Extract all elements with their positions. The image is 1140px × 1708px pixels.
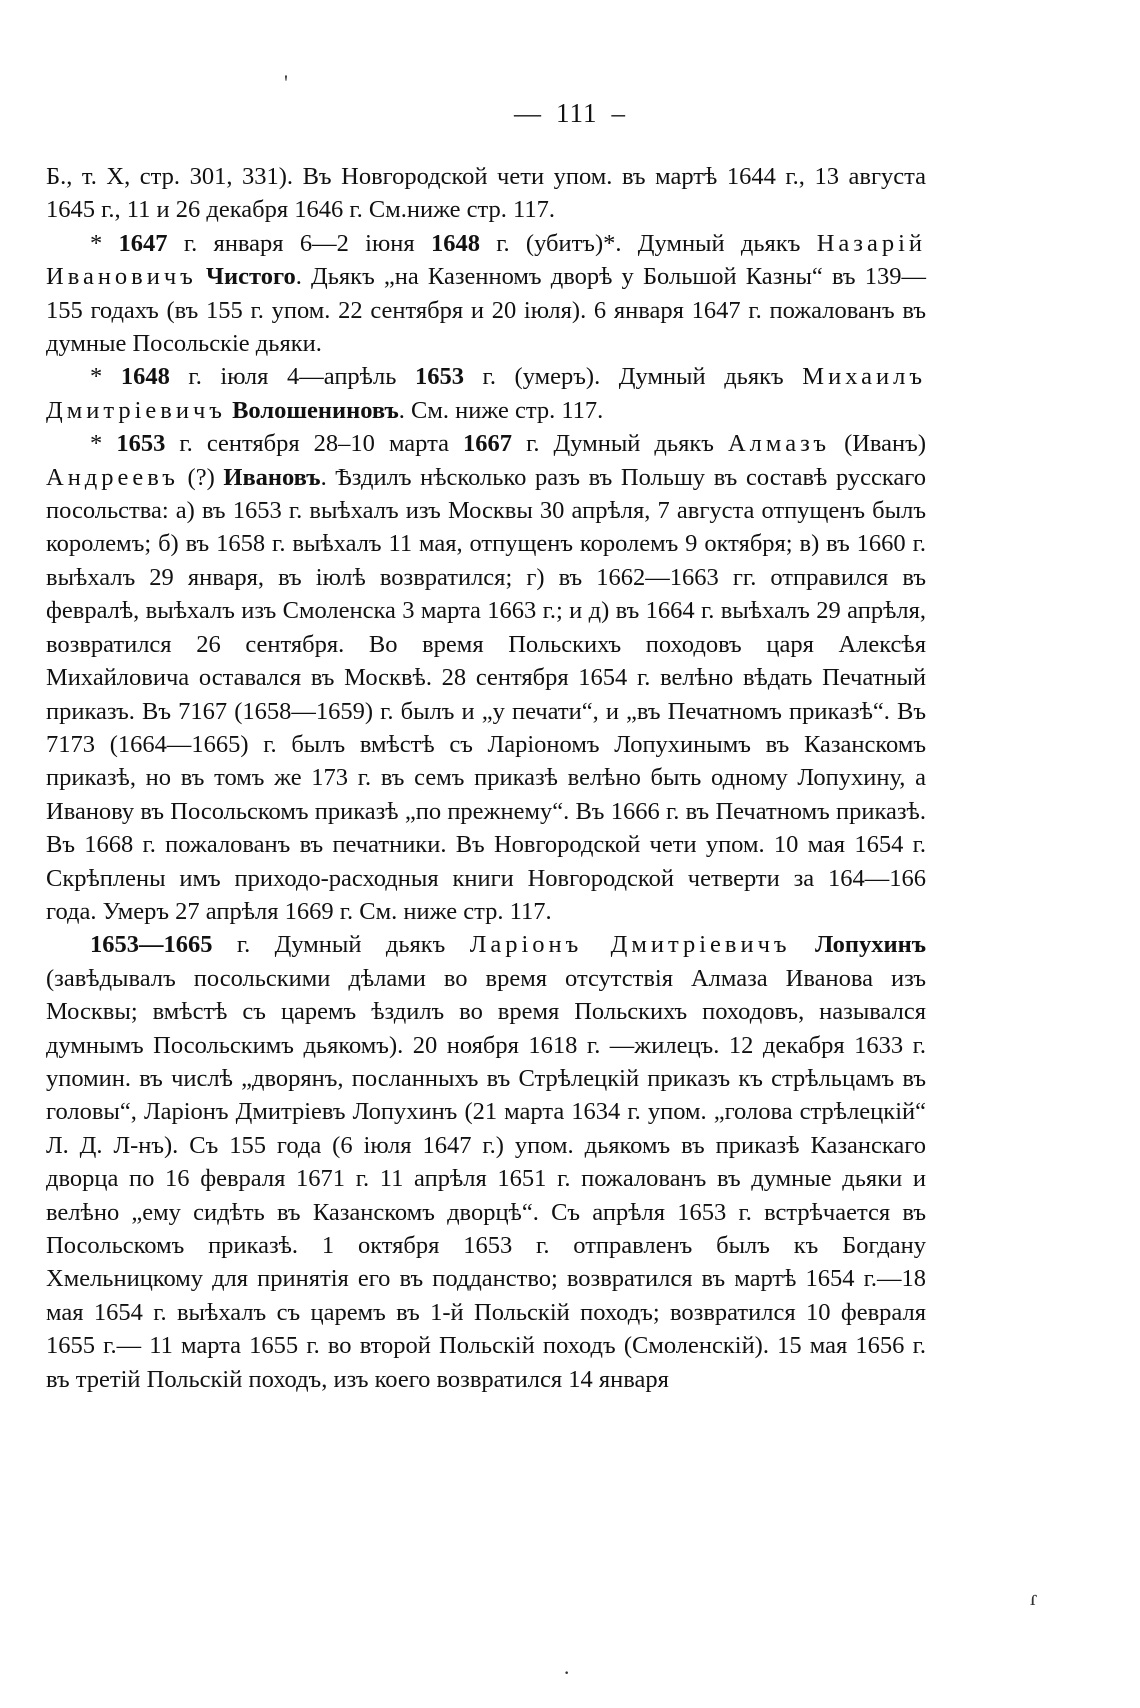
- entry-surname: Лопухинъ: [814, 931, 927, 959]
- entry-date-range: 1653—1665: [90, 931, 213, 959]
- entry-text: г. сентября 28–10 марта: [165, 430, 464, 458]
- stray-dot: ·: [563, 1660, 571, 1685]
- entry-star: *: [90, 430, 117, 458]
- entry-name: Назарій Ивановичъ: [46, 229, 926, 291]
- entry-text: [791, 931, 815, 958]
- entry-text: г. іюля 4—апрѣль: [169, 363, 415, 391]
- entry-text: г. Думный дьякъ: [512, 430, 728, 458]
- page-body: [46, 160, 926, 1396]
- entry-patronymic: Андреевъ: [46, 463, 179, 491]
- entry-star: *: [90, 363, 121, 391]
- entry-star: *: [90, 229, 119, 257]
- paragraph-continuation: [46, 160, 926, 227]
- entry-lopukhin: [46, 928, 926, 1396]
- entry-text: г. (убитъ)*. Думный дьякъ: [479, 229, 817, 257]
- entry-text: . Ѣздилъ нѣсколько разъ въ Польшу въ составѣ русскаго посольства: а) въ 1653 г. выѣхалъ изъ Москвы 30 апрѣля, 7 августа отпущенъ былъ королемъ; б) въ 1658 г. выѣхалъ 11 мая, отпущенъ королемъ 9 октября; в) въ 1660 г. выѣхалъ 29 января, въ іюлѣ возвратился; г) въ 1662—1663 гг. отправился въ февралѣ, выѣхалъ изъ Смоленска 3 марта 1663 г.; и д) въ 1664 г. выѣхалъ 29 апрѣля, возвратился 26 сентября. Во время Польскихъ походовъ царя Алексѣя Михайловича оставался въ Москвѣ. 28 сентября 1654 г. велѣно вѣдать Печатный приказъ. Въ 7167 (1658—1659) г. былъ и „у печати“, и „въ Печатномъ приказѣ“. Въ 7173 (1664—1665) г. былъ вмѣстѣ съ Ларіономъ Лопухинымъ въ Казанскомъ приказѣ, но въ томъ же 173 г. въ семъ приказѣ велѣно быть одному Лопухину, а Иванову въ Посольскомъ приказѣ „по прежнему“. Въ 1666 г. въ Печатномъ приказѣ. Въ 1668 г. пожалованъ въ печатники. Въ Новгородской чети упом. 10 мая 1654 г. Скрѣплены имъ приходо-расходныя книги Новгородской четверти за 164—166 года. Умеръ 27 апрѣля 1669 г. См. ниже стр. 117.: [46, 463, 926, 925]
- entry-text: (?): [178, 463, 224, 491]
- margin-mark: ɾ: [1030, 1585, 1038, 1610]
- page-number-value: 111: [556, 98, 598, 128]
- entry-date-end: 1648: [430, 229, 480, 257]
- entry-text: (завѣдывалъ посольскими дѣлами во время отсутствія Алмаза Иванова изъ Москвы; вмѣстѣ съ царемъ ѣздилъ во время Польскихъ походовъ, назывался думнымъ Посольскимъ дьякомъ). 20 ноября 1618 г. —жилецъ. 12 декабря 1633 г. упомин. въ числѣ „дворянъ, посланныхъ въ Стрѣлецкій приказъ къ стрѣльцамъ въ головы“, Ларіонъ Дмитріевъ Лопухинъ (21 марта 1634 г. упом. „голова стрѣлецкій“ Л. Д. Л-нъ). Съ 155 года (6 іюля 1647 г.) упом. дьякомъ въ приказѣ Казанскаго дворца по 16 февраля 1671 г. 11 апрѣля 1651 г. пожалованъ въ думные дьяки и велѣно „ему сидѣть въ Казанскомъ дворцѣ“. Съ апрѣля 1653 г. встрѣчается въ Посольскомъ приказѣ. 1 октября 1653 г. отправленъ былъ къ Богдану Хмельницкому для принятія его въ подданство; возвратился въ мартѣ 1654 г.—18 мая 1654 г. выѣхалъ съ царемъ въ 1-й Польскій походъ; возвратился 10 февраля 1655 г.— 11 марта 1655 г. во второй Польскій походъ (Смоленскій). 15 мая 1656 г. въ третій Польскій походъ, изъ коего возвратился 14 января: [46, 964, 926, 1393]
- page-number-dash-left: —: [514, 98, 542, 128]
- entry-text: г. Думный дьякъ: [212, 931, 470, 959]
- entry-ivanov: [46, 427, 926, 928]
- entry-voloshheninov: [46, 360, 926, 427]
- entry-date-start: 1648: [120, 363, 170, 391]
- entry-date-start: 1653: [116, 430, 166, 458]
- entry-text: (Иванъ): [830, 430, 926, 458]
- entry-surname: Ивановъ: [223, 463, 321, 491]
- entry-date-start: 1647: [118, 229, 168, 257]
- entry-name: Ларіонъ Дмитріевичъ: [469, 931, 791, 959]
- stray-mark: ': [284, 70, 288, 95]
- entry-text: . Дьякъ „на Казенномъ дворѣ у Большой Казны“ въ 139—155 годахъ (въ 155 г. упом. 22 сентября и 20 іюля). 6 января 1647 г. пожалованъ въ думные Посольскіе дьяки.: [46, 263, 926, 358]
- entry-date-end: 1653: [414, 363, 464, 391]
- entry-surname: Чистого: [206, 263, 296, 291]
- entry-date-end: 1667: [463, 430, 513, 458]
- paragraph-text: Б., т. X, стр. 301, 331). Въ Новгородской чети упом. въ мартѣ 1644 г., 13 августа 1645 г., 11 и 26 декабря 1646 г. См.ниже стр. 117.: [46, 163, 926, 224]
- entry-surname: Волошениновъ: [232, 396, 399, 424]
- entry-name: Алмазъ: [727, 430, 831, 458]
- entry-name: Михаилъ Дмитріевичъ: [46, 363, 926, 424]
- entry-text: . См. ниже стр. 117.: [398, 396, 604, 424]
- entry-chistogo: [46, 227, 926, 361]
- entry-text: г. января 6—2 іюня: [167, 229, 431, 257]
- page-number-dash-right: –: [611, 98, 626, 128]
- entry-text: г. (умеръ). Думный дьякъ: [463, 363, 803, 391]
- entry-text: [197, 263, 206, 290]
- page-number: [0, 98, 1140, 129]
